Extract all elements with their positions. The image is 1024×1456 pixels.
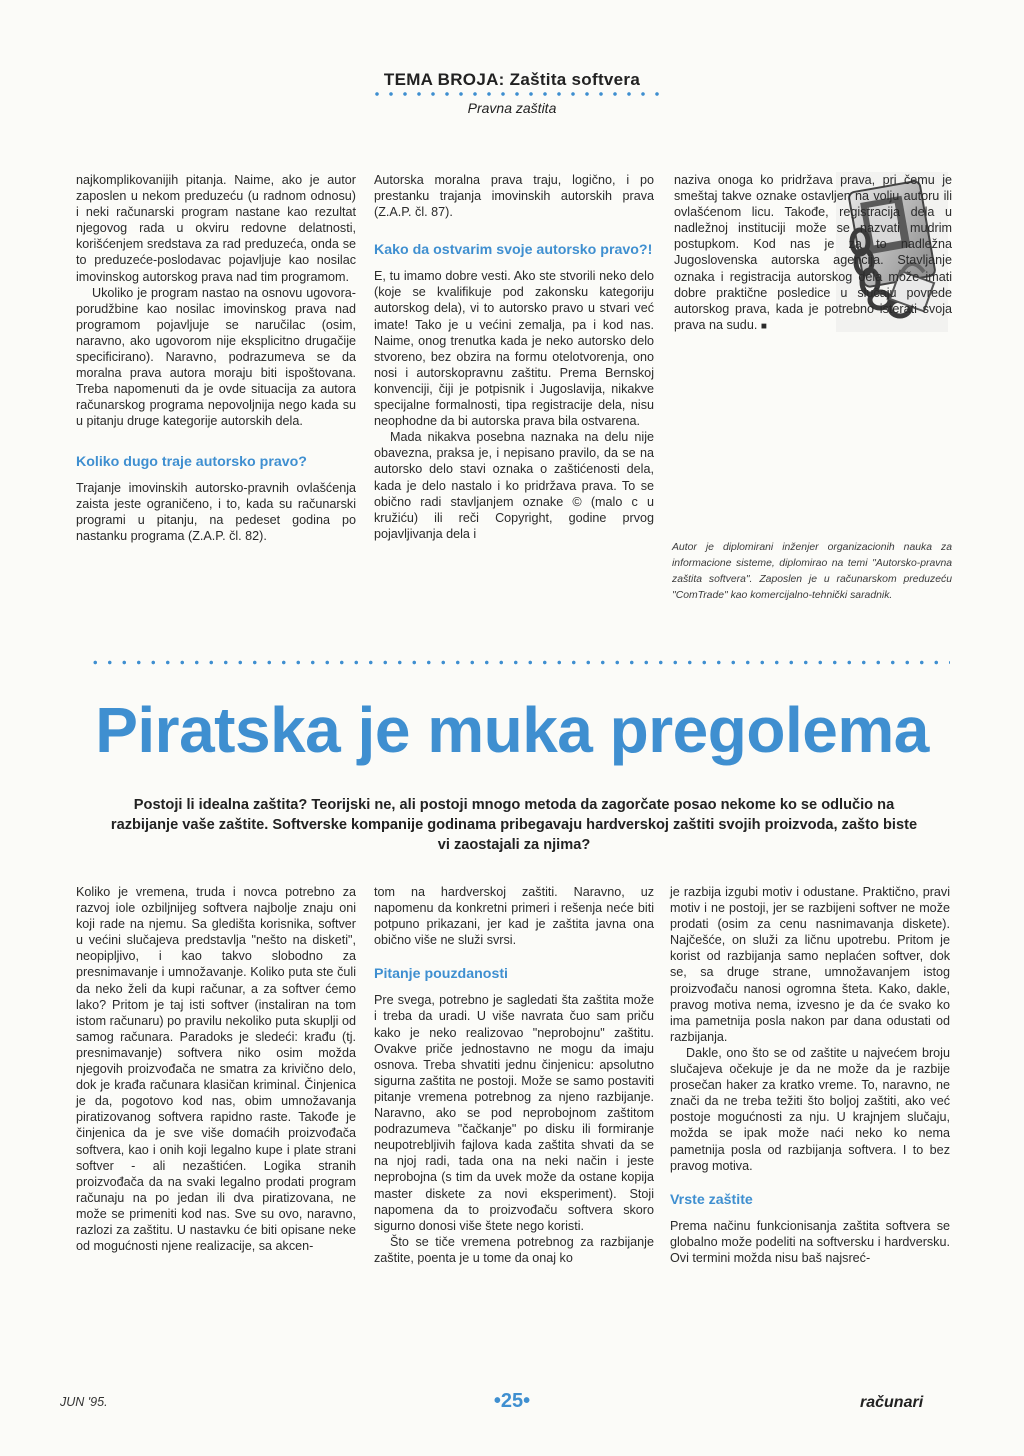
article2-column-1 — [76, 884, 356, 1254]
paragraph: tom na hardverskoj zaštiti. Naravno, uz napomenu da konkretni primeri i rešenja neće biti potpuno prikazani, jer kad je zaštita javna ona obično više ne služi svrsi. — [374, 885, 654, 948]
article2-column-3 — [670, 884, 950, 1266]
article-title: Piratska je muka pregolema — [95, 694, 929, 766]
issue-date: JUN '95. — [60, 1395, 108, 1409]
paragraph: Prema načinu funkcionisanja zaštita softvera se globalno može podeliti na softversku i hardversku. Ovi termini možda nisu baš najsreć- — [670, 1218, 950, 1265]
section-title: TEMA BROJA: Zaštita softvera — [383, 70, 641, 89]
paragraph: Mada nikakva posebna naznaka na delu nije obavezna, praksa je, i nepisano pravilo, da se na autorsko delo stavi oznaka o zaštićenosti dela, kada je delo nastalo i ko pridržava prava. To se obično radi stavljanjem oznake © (malo c u kružiću) ili reči Copyright, godine prvog pojavljivanja dela i — [374, 430, 654, 541]
header-dot-divider — [370, 92, 660, 96]
article-lead: Postoji li idealna zaštita? Teorijski ne, ali postoji mnogo metoda da zagorčate posao nekome ko se odlučio na razbijanje vaše zaštite. Softverske kompanije godinama pribegavaju hardverskoj zaštiti svojih proizvoda, zašto biste vi zaostajali za njima? — [110, 797, 918, 853]
paragraph: Dakle, ono što se od zaštite u najvećem broju slučajeva očekuje je da ne može da je razbije prosečan haker za kratko vreme. To, naravno, ne znači da ne treba težiti što boljoj zaštiti, ako već postoje mogućnosti za nju. U krajnjem slučaju, možda se ipak može naći neko ko nema pametnija posla od razbijanja softvera. I to bez pravog motiva. — [670, 1045, 950, 1173]
subheading: Pitanje pouzdanosti — [374, 966, 508, 983]
paragraph: Koliko je vremena, truda i novca potrebno za razvoj iole ozbiljnijeg softvera najbolje znaju oni koji rade na njemu. Sa gledišta korisnika, softver u većini slučajeva predstavlja "nešto na disketi", neopipljivo, i kao takvo slobodno za presnimavanje i umnožavanje. Koliko puta ste čuli da neko želi da kupi računar, a za softver ćemo lako? Pritom je taj isti softver (instaliran na tom istom računaru) po pravilu nekoliko puta skuplji od samog računara. Paradoks je sledeći: krađu (tj. presnimavanje) softvera niko osim možda njegovih proizvođača ne smatra za krivično delo, dok je krađa računara klasičan kriminal. Činjenica je da, pogotovo kod nas, obim umnožavanja piratizovanog softvera rapidno raste. Takođe je činjenica da je sve više domaćih proizvođača softvera, kao i onih koji legalno kupe i plate strani softver - ali nezaštićen. Logika stranih proizvođača da na svaki legalno prodati program računaju na po jedan ili dva piratizovana, ne može se primeniti kod nas. Sve su ovo, naravno, razlozi za zaštitu. U nastavku će biti opisane neke od mogućnosti njene realizacije, sa akcen- — [76, 885, 356, 1254]
end-mark: ■ — [760, 320, 767, 332]
subheading: Kako da ostvarim svoje autorsko pravo?! — [374, 242, 653, 259]
paragraph: E, tu imamo dobre vesti. Ako ste stvorili neko delo (koje se kvalifikuje pod zakonsku kategoriju autorskog dela), vi to autorsko pravo u stvari već imate! Tako je u većini zemalja, pa i kod nas. Naime, onog trenutka kada je neko autorsko delo stvoreno, bez obzira na formu otelotvorenja, ono nosi i autorskopravnu zaštitu. Prema Bernskoj konvenciji, čiji je potpisnik i Jugoslavija, nikakve specijalne formalnosti, tipa registracije dela, nisu neophodne da bi autorska prava bila ostvarena. — [374, 269, 654, 429]
subheading: Vrste zaštite — [670, 1191, 753, 1208]
article1-column-1 — [76, 172, 356, 544]
paragraph: Što se tiče vremena potrebnog za razbijanje zaštite, poenta je u tome da onaj ko — [374, 1234, 654, 1265]
paragraph: Trajanje imovinskih autorsko-pravnih ovlašćenja zaista jeste ograničeno, i to, kada su računarski programi u pitanju, na pedeset godina po nastanku programa (Z.A.P. čl. 82). — [76, 480, 356, 543]
dotted-divider — [88, 660, 950, 665]
page-number: •25• — [493, 1390, 531, 1412]
section-subtitle: Pravna zaštita — [467, 100, 557, 116]
article1-column-3 — [674, 172, 952, 335]
article2-column-2 — [374, 884, 654, 1266]
article1-column-2 — [374, 172, 654, 542]
magazine-logo: računari — [860, 1394, 924, 1411]
paragraph: Ukoliko je program nastao na osnovu ugovora-porudžbine kao nosilac imovinskog prava nad programom pojavljuje se naručilac (osim, naravno, ako ugovorom nije eksplicitno drugačije specificirano). Naravno, podrazumeva se da moralna prava autora moraju biti ispoštovana. Treba napomenuti da je ovde situacija za autora računarskog programa nepovoljnija nego kada su u pitanju druge kategorije autorskih dela. — [76, 285, 356, 429]
paragraph: Autorska moralna prava traju, logično, i po prestanku trajanja imovinskih autorskih prava (Z.A.P. čl. 87). — [374, 173, 654, 220]
paragraph: je razbija izgubi motiv i odustane. Praktično, pravi motiv i ne postoji, jer se razbijeni softver ne može prodati (osim za cenu nasnimavanja diskete). Najčešće, on služi za ličnu upotrebu. Pritom je korist od razbijanja samo neplaćen softver, dok se, sa druge strane, umnožavanjem istog proizvođaču nanosi ogromna šteta. Kako, dakle, pravog motiva nema, izvesno je da će svako ko ima pametnija posla nakon par dana odustati od razbijanja. — [670, 885, 950, 1044]
paragraph: Pre svega, potrebno je sagledati šta zaštita može i treba da uradi. U više navrata čuo sam priču kako je neko realizovao "neprobojnu" zaštitu. Ovakve priče jednostavno ne mogu da imaju osnova. Treba shvatiti jednu činjenicu: apsolutno sigurna zaštita ne postoji. Može se samo postaviti pitanje vremena potrebnog za njeno razbijanje. Naravno, ako se pod neprobojnom zaštitom podrazumeva "čačkanje" po disku ili formiranje neupotrebljivih fajlova kada zaštita shvati da se na njoj radi, tada ona na neki način i jeste neprobojna (s tim da uvek može da ostane kopija master diskete za novi eksperiment). Stoji napomena da to proizvođaču softvera skoro sigurno donosi više štete nego koristi. — [374, 993, 654, 1233]
subheading: Koliko dugo traje autorsko pravo? — [76, 453, 307, 470]
author-note: Autor je diplomirani inženjer organizacionih nauka za informacione sisteme, diplomirao na temi "Autorsko-pravna zaštita softvera". Zaposlen je u računarskom preduzeću "ComTrade" kao komercijalno-tehnički saradnik. — [672, 542, 952, 601]
paragraph — [674, 172, 952, 335]
paragraph: najkomplikovanijih pitanja. Naime, ako je autor zaposlen u nekom preduzeću (u radnom odnosu) i neki računarski program nastane kao rezultat njegovog rada u okviru redovne delatnosti, korišćenjem sredstava za rad preduzeća, onda se to preduzeće-poslodavac pojavljuje kao nosilac imovinskog autorskog prava nad tim programom. — [76, 173, 356, 284]
paragraph-text: naziva onoga ko pridržava prava, pri čemu je smeštaj takve oznake ostavljen na volju autoru ili ovlašćenom licu. Takođe, registracija dela u nadležnoj instituciji može se nazvati mudrim postupkom. Kod nas je za to nadležna Jugoslovenska autorska agencija. Stavljanje oznaka i registracija autorskog dela može imati dobre praktične posledice u slučaju povrede autorskog prava, kada je potrebno isterati svoja prava na sudu. — [674, 173, 952, 332]
